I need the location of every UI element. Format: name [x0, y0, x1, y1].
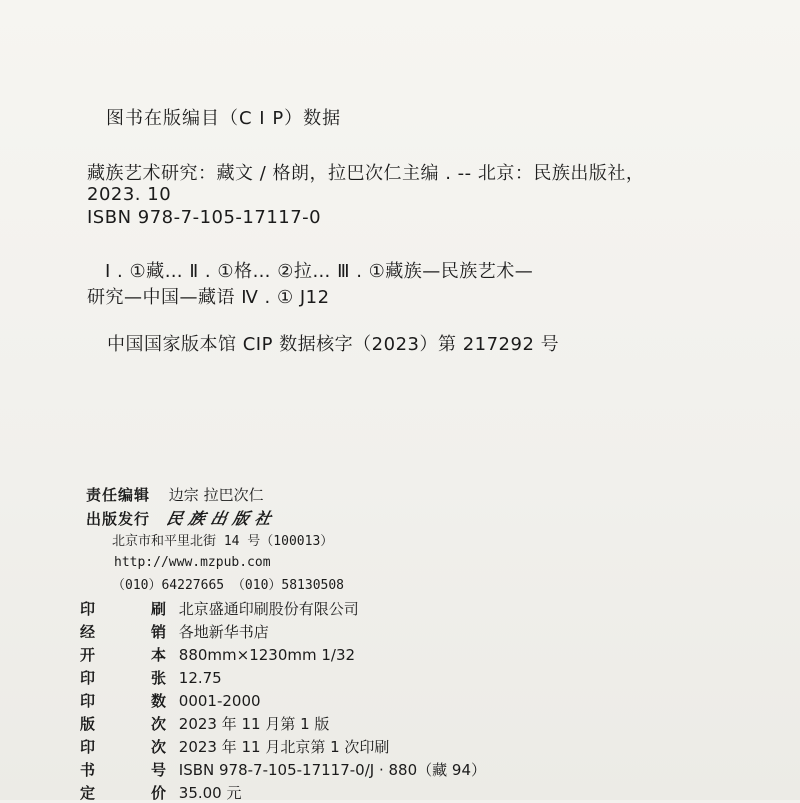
- cip-line-isbn: ISBN 978-7-105-17117-0: [87, 207, 322, 228]
- row-website: [114, 552, 271, 570]
- copies-value: 0001-2000: [178, 692, 261, 710]
- copies-label-char1: 印: [80, 692, 96, 710]
- book-number-label-char2: 号: [150, 761, 166, 779]
- printing-label-char1: 印: [80, 738, 96, 756]
- copies-label-char2: 数: [150, 692, 166, 710]
- publisher-logo: 民族出版社: [164, 509, 279, 528]
- publisher-label: 出版发行: [86, 510, 151, 528]
- book-number-label-char1: 书: [80, 761, 96, 779]
- row-distributor: [80, 621, 269, 642]
- sheets-label-char2: 张: [150, 669, 166, 687]
- bleed-through-text: [438, 385, 702, 478]
- distributor-label: [80, 621, 166, 642]
- printer-label: [80, 598, 166, 619]
- cip-line-title: 藏族艺术研究：藏文 / 格朗，拉巴次仁主编 . -- 北京：民族出版社，: [87, 163, 645, 184]
- row-editor: [86, 484, 264, 505]
- copies-label: [80, 690, 166, 711]
- row-copies: [80, 690, 261, 711]
- publisher-phones: （010）64227665 （010）58130508: [112, 578, 345, 593]
- sheets-value: 12.75: [178, 669, 222, 687]
- format-label-char1: 开: [80, 646, 96, 664]
- book-number-label: [80, 759, 166, 780]
- format-label-char2: 本: [150, 646, 166, 664]
- row-publisher: [86, 506, 277, 529]
- row-address: [112, 530, 333, 549]
- edition-value: 2023 年 11 月第 1 版: [178, 715, 330, 733]
- row-edition: [80, 713, 329, 734]
- publisher-website[interactable]: http://www.mzpub.com: [114, 555, 271, 570]
- edition-label: [80, 713, 166, 734]
- printer-value: 北京盛通印刷股份有限公司: [178, 600, 359, 618]
- row-sheets: [80, 667, 222, 688]
- row-printer: [80, 598, 359, 619]
- printing-label-char2: 次: [150, 738, 166, 756]
- edition-label-char2: 次: [150, 715, 166, 733]
- sheets-label: [80, 667, 166, 688]
- row-format: [80, 644, 355, 665]
- distributor-value: 各地新华书店: [178, 623, 269, 641]
- publisher-address: 北京市和平里北街 14 号（100013）: [112, 534, 334, 549]
- book-number-value: ISBN 978-7-105-17117-0/J · 880（藏 94）: [178, 761, 486, 779]
- printing-label: [80, 736, 166, 757]
- price-label-char2: 价: [150, 784, 166, 802]
- row-book-number: [80, 759, 486, 780]
- editor-label: 责任编辑: [86, 486, 151, 504]
- format-value: 880mm×1230mm 1/32: [178, 646, 356, 664]
- cip-heading: 图书在版编目（C I P）数据: [106, 108, 342, 129]
- row-printing: [80, 736, 389, 757]
- printer-label-char2: 刷: [150, 600, 166, 618]
- editor-value: 边宗 拉巴次仁: [168, 486, 264, 504]
- sheets-label-char1: 印: [80, 669, 96, 687]
- cip-line-classification: Ⅰ . ①藏… Ⅱ . ①格… ②拉… Ⅲ . ①藏族—民族艺术—: [105, 261, 534, 282]
- cip-line-date: 2023. 10: [87, 184, 172, 205]
- distributor-label-char2: 销: [150, 623, 166, 641]
- edition-label-char1: 版: [80, 715, 96, 733]
- distributor-label-char1: 经: [80, 623, 96, 641]
- row-phones: [112, 574, 344, 593]
- cip-line-record-number: 中国国家版本馆 CIP 数据核字（2023）第 217292 号: [107, 334, 560, 355]
- price-value: 35.00 元: [178, 784, 242, 802]
- price-label-char1: 定: [80, 784, 96, 802]
- cip-line-classification-cont: 研究—中国—藏语 Ⅳ . ① J12: [87, 287, 330, 308]
- printer-label-char1: 印: [80, 600, 96, 618]
- format-label: [80, 644, 166, 665]
- printing-value: 2023 年 11 月北京第 1 次印刷: [178, 738, 390, 756]
